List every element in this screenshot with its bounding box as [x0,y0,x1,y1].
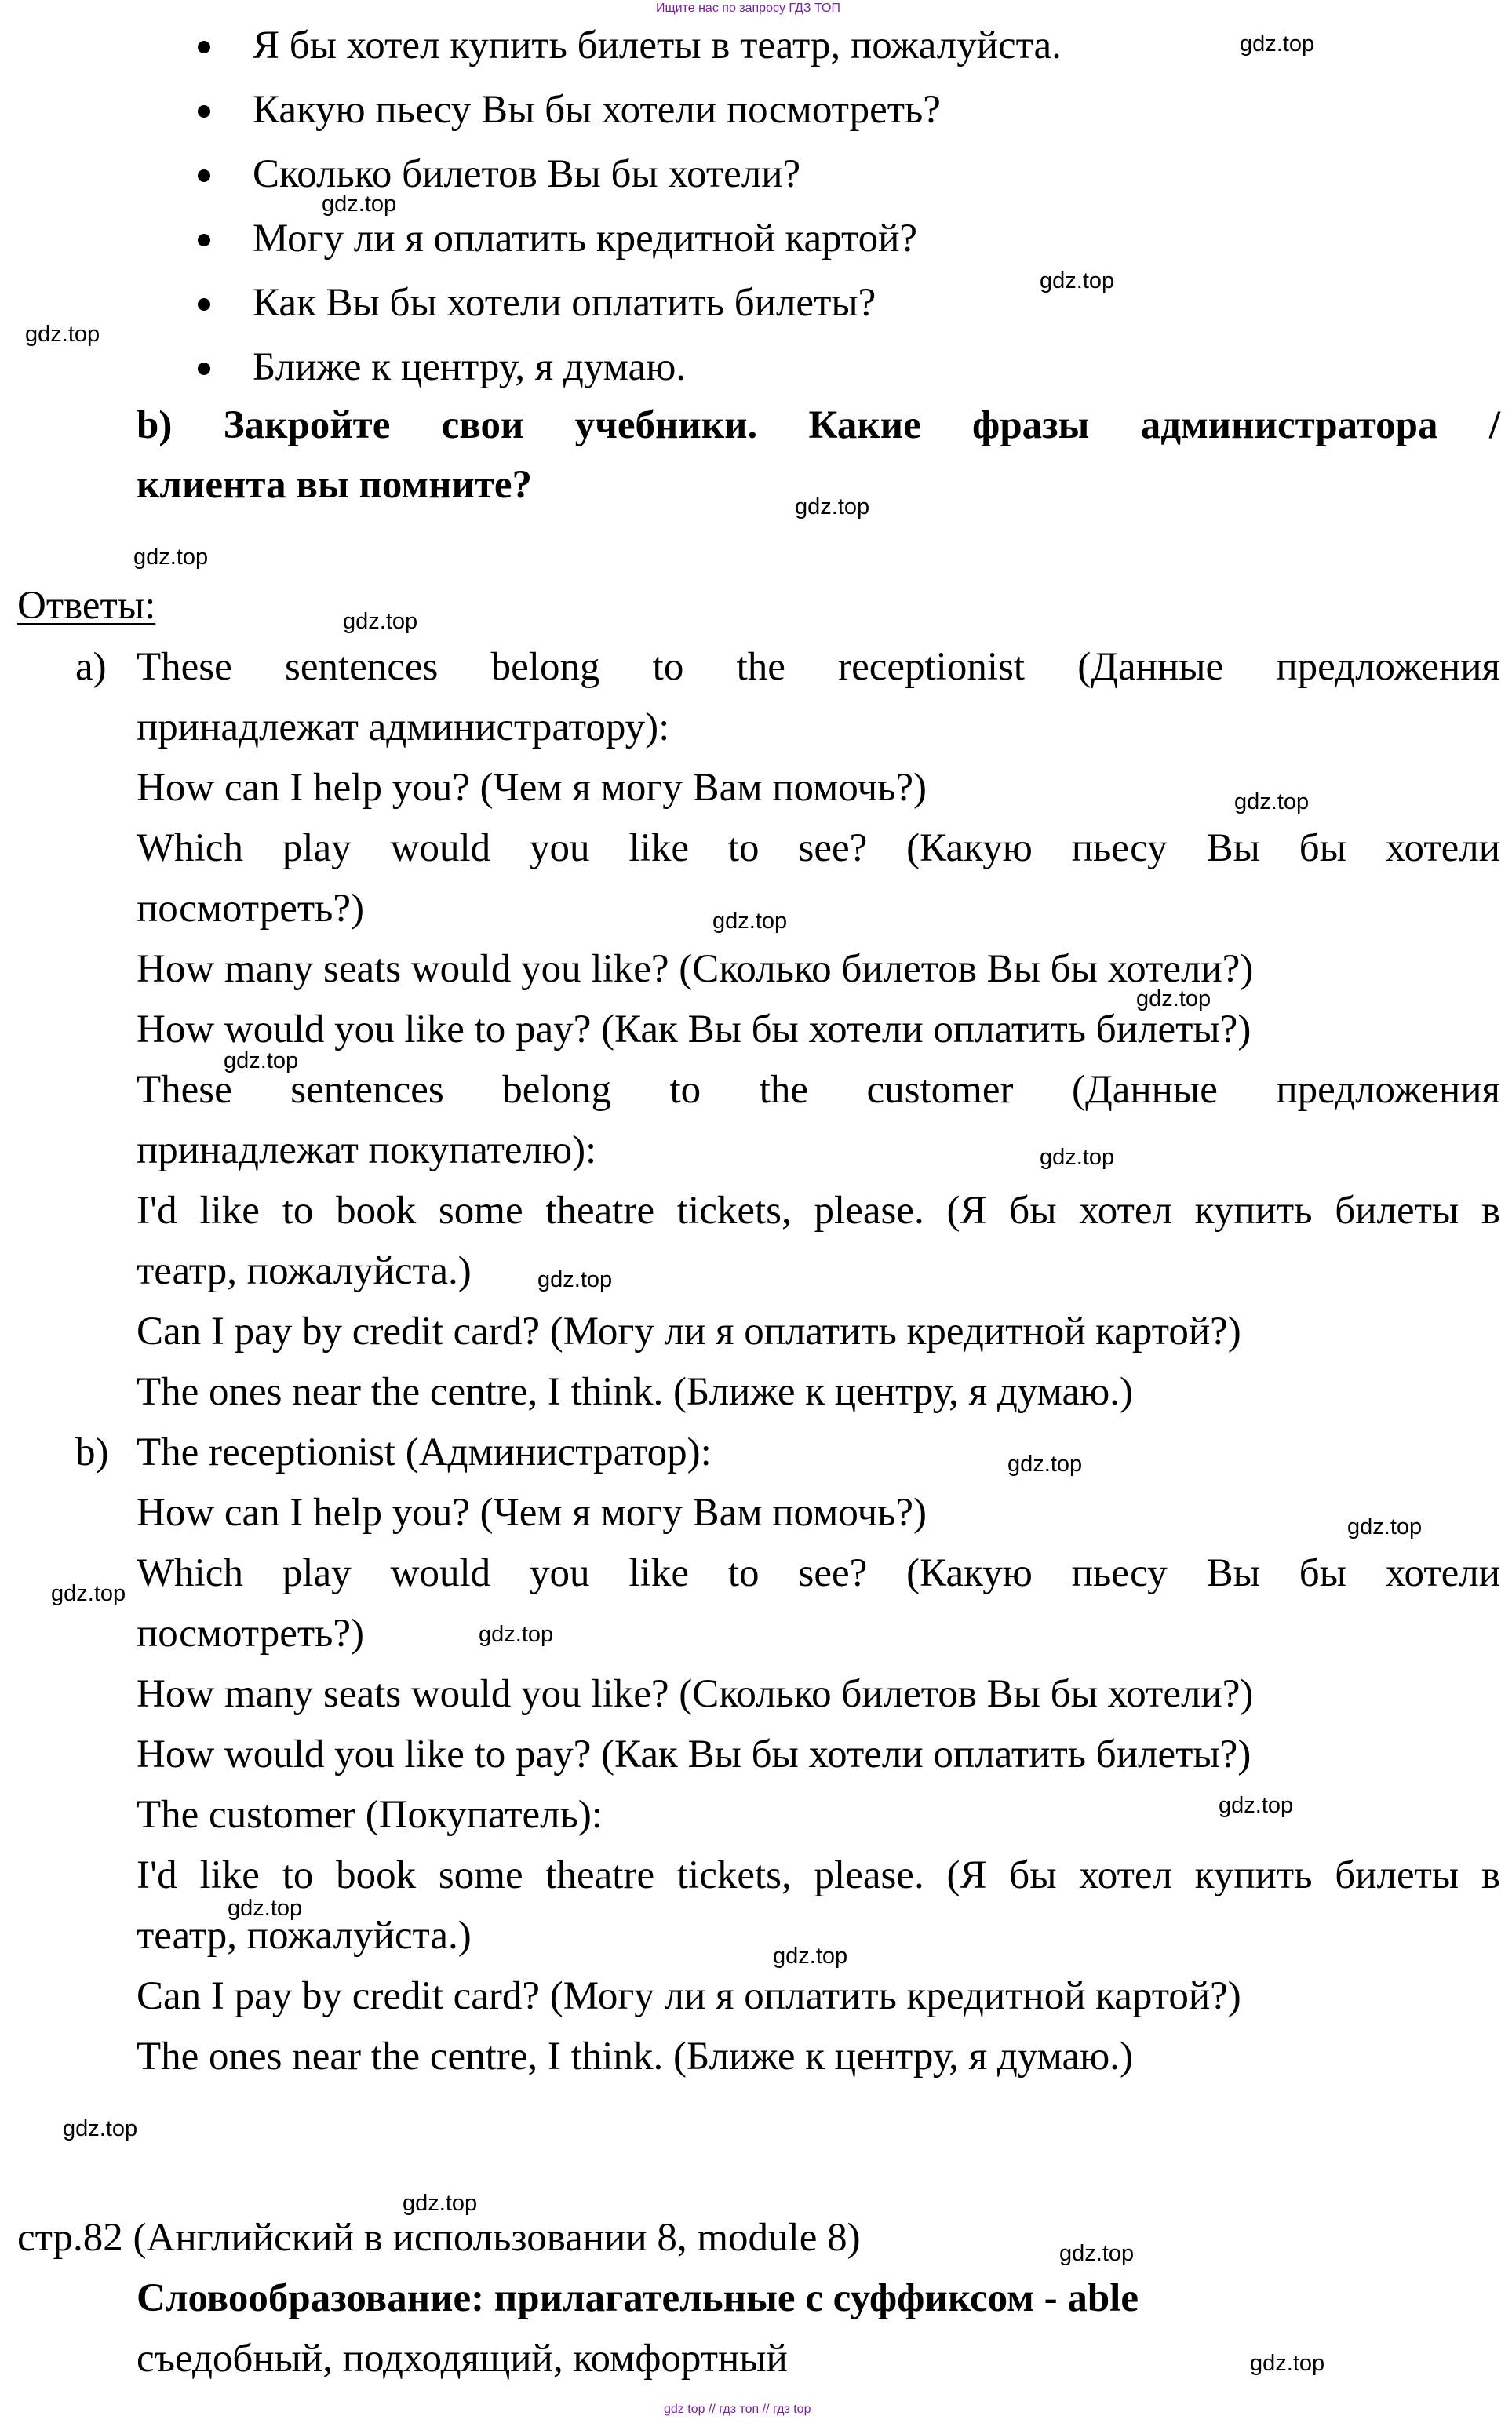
watermark: gdz.top [403,2191,478,2216]
answers-heading: Ответы: [17,584,156,628]
watermark: gdz.top [1007,1452,1083,1477]
watermark: gdz.top [1250,2351,1325,2376]
list-item: Ближе к центру, я думаю. [253,345,687,389]
page-reference: стр.82 (Английский в использовании 8, module 8) [17,2216,861,2260]
receptionist-phrase: How many seats would you like? (Сколько билетов Вы бы хотели?) [137,1672,1254,1716]
answer-a-intro-cont: принадлежат администратору): [137,705,670,749]
watermark: gdz.top [343,609,418,634]
receptionist-phrase: How would you like to pay? (Как Вы бы хотели оплатить билеты?) [137,1007,1251,1051]
list-item: Я бы хотел купить билеты в театр, пожалуйста. [253,24,1062,67]
footer: gdz top // гдз топ // гдз top [664,2403,811,2416]
watermark: gdz.top [63,2116,138,2141]
receptionist-phrase: Which play would you like to see? (Какую пьесу Вы бы хотели [137,1551,1500,1595]
watermark: gdz.top [1347,1514,1423,1539]
section-title: Словообразование: прилагательные с суффиксом - able [137,2276,1139,2320]
customer-phrase: I'd like to book some theatre tickets, please. (Я бы хотел купить билеты в [137,1189,1500,1233]
watermark: gdz.top [1240,31,1315,56]
customer-phrase: The ones near the centre, I think. (Ближе к центру, я думаю.) [137,1370,1134,1414]
task-b-line1: b) Закройте свои учебники. Какие фразы администратора / [137,403,1500,447]
receptionist-phrase: Which play would you like to see? (Какую пьесу Вы бы хотели [137,826,1500,870]
list-item: Сколько билетов Вы бы хотели? [253,152,801,196]
customer-label: The customer (Покупатель): [137,1793,603,1837]
watermark: gdz.top [1234,789,1310,814]
bullet-icon [198,363,210,375]
answer-a-customer-intro-cont: принадлежат покупателю): [137,1128,597,1172]
bullet-icon [198,105,210,118]
customer-phrase: The ones near the centre, I think. (Ближе к центру, я думаю.) [137,2035,1134,2079]
customer-phrase: Can I pay by credit card? (Могу ли я оплатить кредитной картой?) [137,1310,1241,1354]
list-item: Как Вы бы хотели оплатить билеты? [253,281,876,325]
watermark: gdz.top [1059,2241,1135,2266]
customer-phrase: Can I pay by credit card? (Могу ли я оплатить кредитной картой?) [137,1974,1241,2018]
bullet-icon [198,234,210,246]
receptionist-phrase: How can I help you? (Чем я могу Вам помочь?) [137,766,927,810]
answer-a-customer-intro: These sentences belong to the customer (Данные предложения [137,1068,1500,1112]
watermark: gdz.top [25,322,100,347]
answer-a-marker: a) [75,645,107,689]
receptionist-phrase: How would you like to pay? (Как Вы бы хотели оплатить билеты?) [137,1733,1251,1776]
top-banner: Ищите нас по запросу ГДЗ ТОП [656,2,840,15]
watermark: gdz.top [1136,986,1211,1011]
customer-phrase-cont: театр, пожалуйста.) [137,1249,472,1293]
watermark: gdz.top [795,494,870,519]
receptionist-phrase-cont: посмотреть?) [137,887,365,931]
answer-b-marker: b) [75,1430,109,1474]
watermark: gdz.top [1040,1145,1115,1170]
watermark: gdz.top [1040,268,1115,293]
receptionist-phrase-cont: посмотреть?) [137,1612,365,1656]
watermark: gdz.top [224,1048,299,1073]
receptionist-label: The receptionist (Администратор): [137,1430,712,1474]
bullet-icon [198,41,210,53]
answer-a-intro: These sentences belong to the receptionist (Данные предложения [137,645,1500,689]
bullet-icon [198,169,210,182]
watermark: gdz.top [322,191,397,217]
task-b-line2: клиента вы помните? [137,463,533,507]
receptionist-phrase: How can I help you? (Чем я могу Вам помочь?) [137,1491,927,1535]
customer-phrase-cont: театр, пожалуйста.) [137,1914,472,1958]
watermark: gdz.top [228,1896,303,1921]
watermark: gdz.top [479,1622,554,1647]
list-item: Могу ли я оплатить кредитной картой? [253,217,918,261]
watermark: gdz.top [537,1267,613,1292]
customer-phrase: I'd like to book some theatre tickets, please. (Я бы хотел купить билеты в [137,1853,1500,1897]
watermark: gdz.top [1219,1793,1294,1818]
bullet-icon [198,298,210,311]
word-list: съедобный, подходящий, комфортный [137,2337,788,2381]
receptionist-phrase: How many seats would you like? (Сколько билетов Вы бы хотели?) [137,947,1254,991]
watermark: gdz.top [712,909,788,934]
watermark: gdz.top [133,545,209,570]
watermark: gdz.top [773,1944,848,1969]
watermark: gdz.top [51,1581,126,1606]
list-item: Какую пьесу Вы бы хотели посмотреть? [253,88,941,132]
